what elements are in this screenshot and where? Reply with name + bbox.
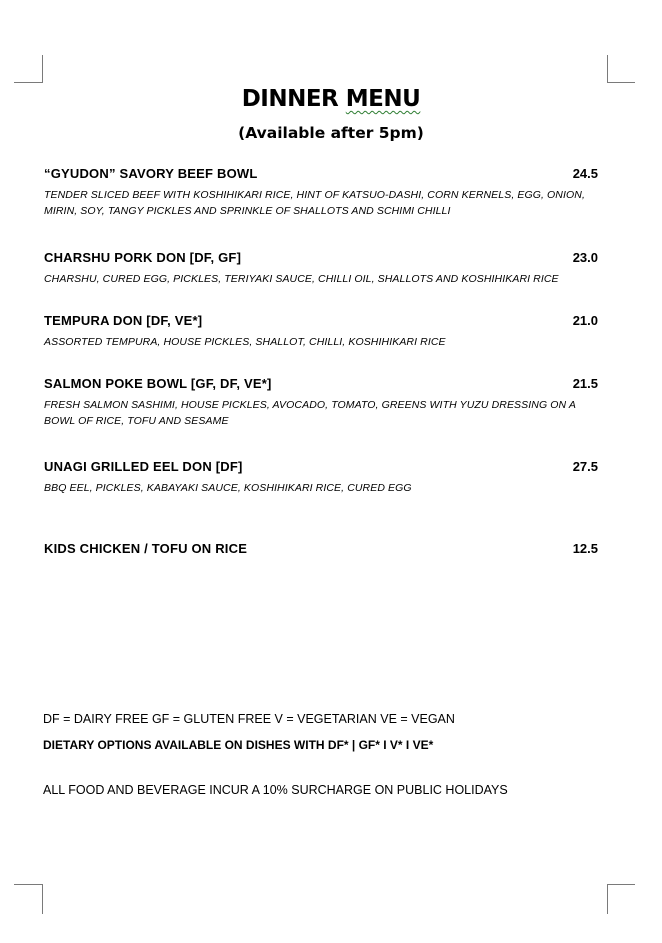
crop-mark-bottom-left-vertical xyxy=(42,884,43,914)
menu-item-price: 21.0 xyxy=(572,313,598,328)
menu-item-description: TENDER SLICED BEEF WITH KOSHIHIKARI RICE, HINT OF KATSUO-DASHI, CORN KERNELS, EGG, ONION, MIRIN, SOY, TANGY PICKLES AND SPRINKLE OF SHALLOTS AND SCHIMI CHILLI xyxy=(44,189,585,217)
page-title xyxy=(0,86,662,112)
crop-mark-top-left-horizontal xyxy=(14,82,43,83)
menu-item-price: 21.5 xyxy=(572,376,598,391)
menu-item-tempura xyxy=(44,313,606,350)
surcharge-note: ALL FOOD AND BEVERAGE INCUR A 10% SURCHARGE ON PUBLIC HOLIDAYS xyxy=(43,783,508,797)
page-subtitle: (Available after 5pm) xyxy=(238,124,424,142)
menu-item-name: KIDS CHICKEN / TOFU ON RICE xyxy=(44,541,248,556)
menu-item-name: TEMPURA DON [DF, VE*] xyxy=(44,313,203,328)
crop-mark-top-right-horizontal xyxy=(607,82,635,83)
crop-mark-top-right-vertical xyxy=(607,55,608,83)
menu-item-description: FRESH SALMON SASHIMI, HOUSE PICKLES, AVOCADO, TOMATO, GREENS WITH YUZU DRESSING ON A BOWL OF RICE, TOFU AND SESAME xyxy=(44,399,576,427)
menu-item-name: “GYUDON” SAVORY BEEF BOWL xyxy=(44,166,258,181)
title-word-dinner: DINNER xyxy=(241,86,339,112)
dietary-legend: DF = DAIRY FREE GF = GLUTEN FREE V = VEGETARIAN VE = VEGAN xyxy=(43,712,455,726)
dietary-options-note: DIETARY OPTIONS AVAILABLE ON DISHES WITH DF* | GF* I V* I VE* xyxy=(43,738,434,752)
menu-item-kids xyxy=(44,541,606,559)
menu-item-price: 27.5 xyxy=(572,459,598,474)
menu-item-name: CHARSHU PORK DON [DF, GF] xyxy=(44,250,242,265)
crop-mark-bottom-right-horizontal xyxy=(607,884,635,885)
menu-item-name: UNAGI GRILLED EEL DON [DF] xyxy=(44,459,243,474)
menu-item-price: 23.0 xyxy=(572,250,598,265)
menu-item-description: CHARSHU, CURED EGG, PICKLES, TERIYAKI SAUCE, CHILLI OIL, SHALLOTS AND KOSHIHIKARI RICE xyxy=(44,273,559,285)
menu-item-name: SALMON POKE BOWL [GF, DF, VE*] xyxy=(44,376,272,391)
menu-item-price: 24.5 xyxy=(572,166,598,181)
menu-item-description: BBQ EEL, PICKLES, KABAYAKI SAUCE, KOSHIHIKARI RICE, CURED EGG xyxy=(44,482,412,494)
crop-mark-bottom-left-horizontal xyxy=(14,884,43,885)
crop-mark-bottom-right-vertical xyxy=(607,884,608,914)
title-word-menu: MENU xyxy=(345,86,421,112)
menu-item-salmon-poke xyxy=(44,376,606,429)
menu-item-unagi xyxy=(44,459,606,496)
menu-item-description: ASSORTED TEMPURA, HOUSE PICKLES, SHALLOT, CHILLI, KOSHIHIKARI RICE xyxy=(44,336,446,348)
menu-item-charshu xyxy=(44,250,606,287)
menu-item-price: 12.5 xyxy=(572,541,598,556)
crop-mark-top-left-vertical xyxy=(42,55,43,83)
menu-item-gyudon xyxy=(44,166,606,219)
